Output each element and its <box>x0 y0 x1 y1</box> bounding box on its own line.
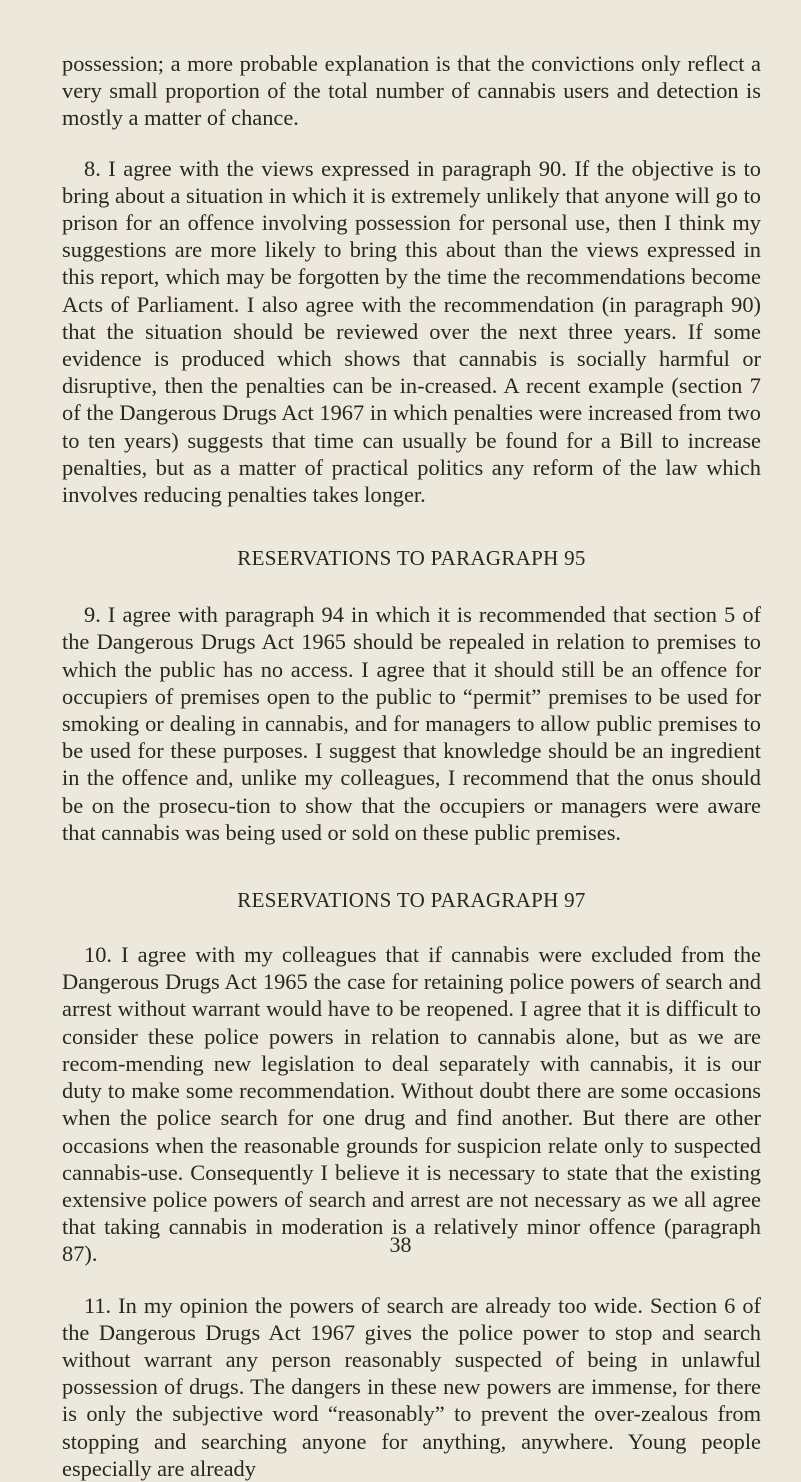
paragraph-10: 10. I agree with my colleagues that if cannabis were excluded from the Dangerous Drugs Act 1965 the case for retaining police powers of search and arrest without warrant would have to be reopened. I agree that it is difficult to consider these police powers in relation to cannabis alone, but as we are recom-mending new legislation to deal separately with cannabis, it is our duty to make some recommendation. Without doubt there are some occasions when the police search for one drug and find another. But there are other occasions when the reasonable grounds for suspicion relate only to suspected cannabis-use. Consequently I believe it is necessary to state that the existing extensive police powers of search and arrest are not necessary as we all agree that taking cannabis in moderation is a relatively minor offence (paragraph 87). <box>62 942 761 1267</box>
section-heading-97: RESERVATIONS TO PARAGRAPH 97 <box>237 888 586 913</box>
section-heading-95: RESERVATIONS TO PARAGRAPH 95 <box>237 546 586 571</box>
page-number: 38 <box>389 1232 412 1257</box>
paragraph-11: 11. In my opinion the powers of search are already too wide. Section 6 of the Dangerous Drugs Act 1967 gives the police power to stop and search without warrant any person reasonably suspected of being in unlawful possession of drugs. The dangers in these new powers are immense, for there is only the subjective word “reasonably” to prevent the over-zealous from stopping and searching anyone for anything, anywhere. Young people especially are already <box>62 1292 761 1481</box>
paragraph-continuation: possession; a more probable explanation is that the convictions only reflect a very small proportion of the total number of cannabis users and detection is mostly a matter of chance. <box>62 51 761 131</box>
paragraph-9: 9. I agree with paragraph 94 in which it is recommended that section 5 of the Dangerous Drugs Act 1965 should be repealed in relation to premises to which the public has no access. I agree that it should still be an offence for occupiers of premises open to the public to “permit” premises to be used for smoking or dealing in cannabis, and for managers to allow public premises to be used for these purposes. I suggest that knowledge should be an ingredient in the offence and, unlike my colleagues, I recommend that the onus should be on the prosecu-tion to show that the occupiers or managers were aware that cannabis was being used or sold on these public premises. <box>62 602 761 845</box>
paragraph-8: 8. I agree with the views expressed in paragraph 90. If the objective is to bring about a situation in which it is extremely unlikely that anyone will go to prison for an offence involving possession for personal use, then I think my suggestions are more likely to bring this about than the views expressed in this report, which may be forgotten by the time the recommendations become Acts of Parliament. I also agree with the recommendation (in paragraph 90) that the situation should be reviewed over the next three years. If some evidence is produced which shows that cannabis is socially harmful or disruptive, then the penalties can be in-creased. A recent example (section 7 of the Dangerous Drugs Act 1967 in which penalties were increased from two to ten years) suggests that time can usually be found for a Bill to increase penalties, but as a matter of practical politics any reform of the law which involves reducing penalties takes longer. <box>62 155 761 508</box>
